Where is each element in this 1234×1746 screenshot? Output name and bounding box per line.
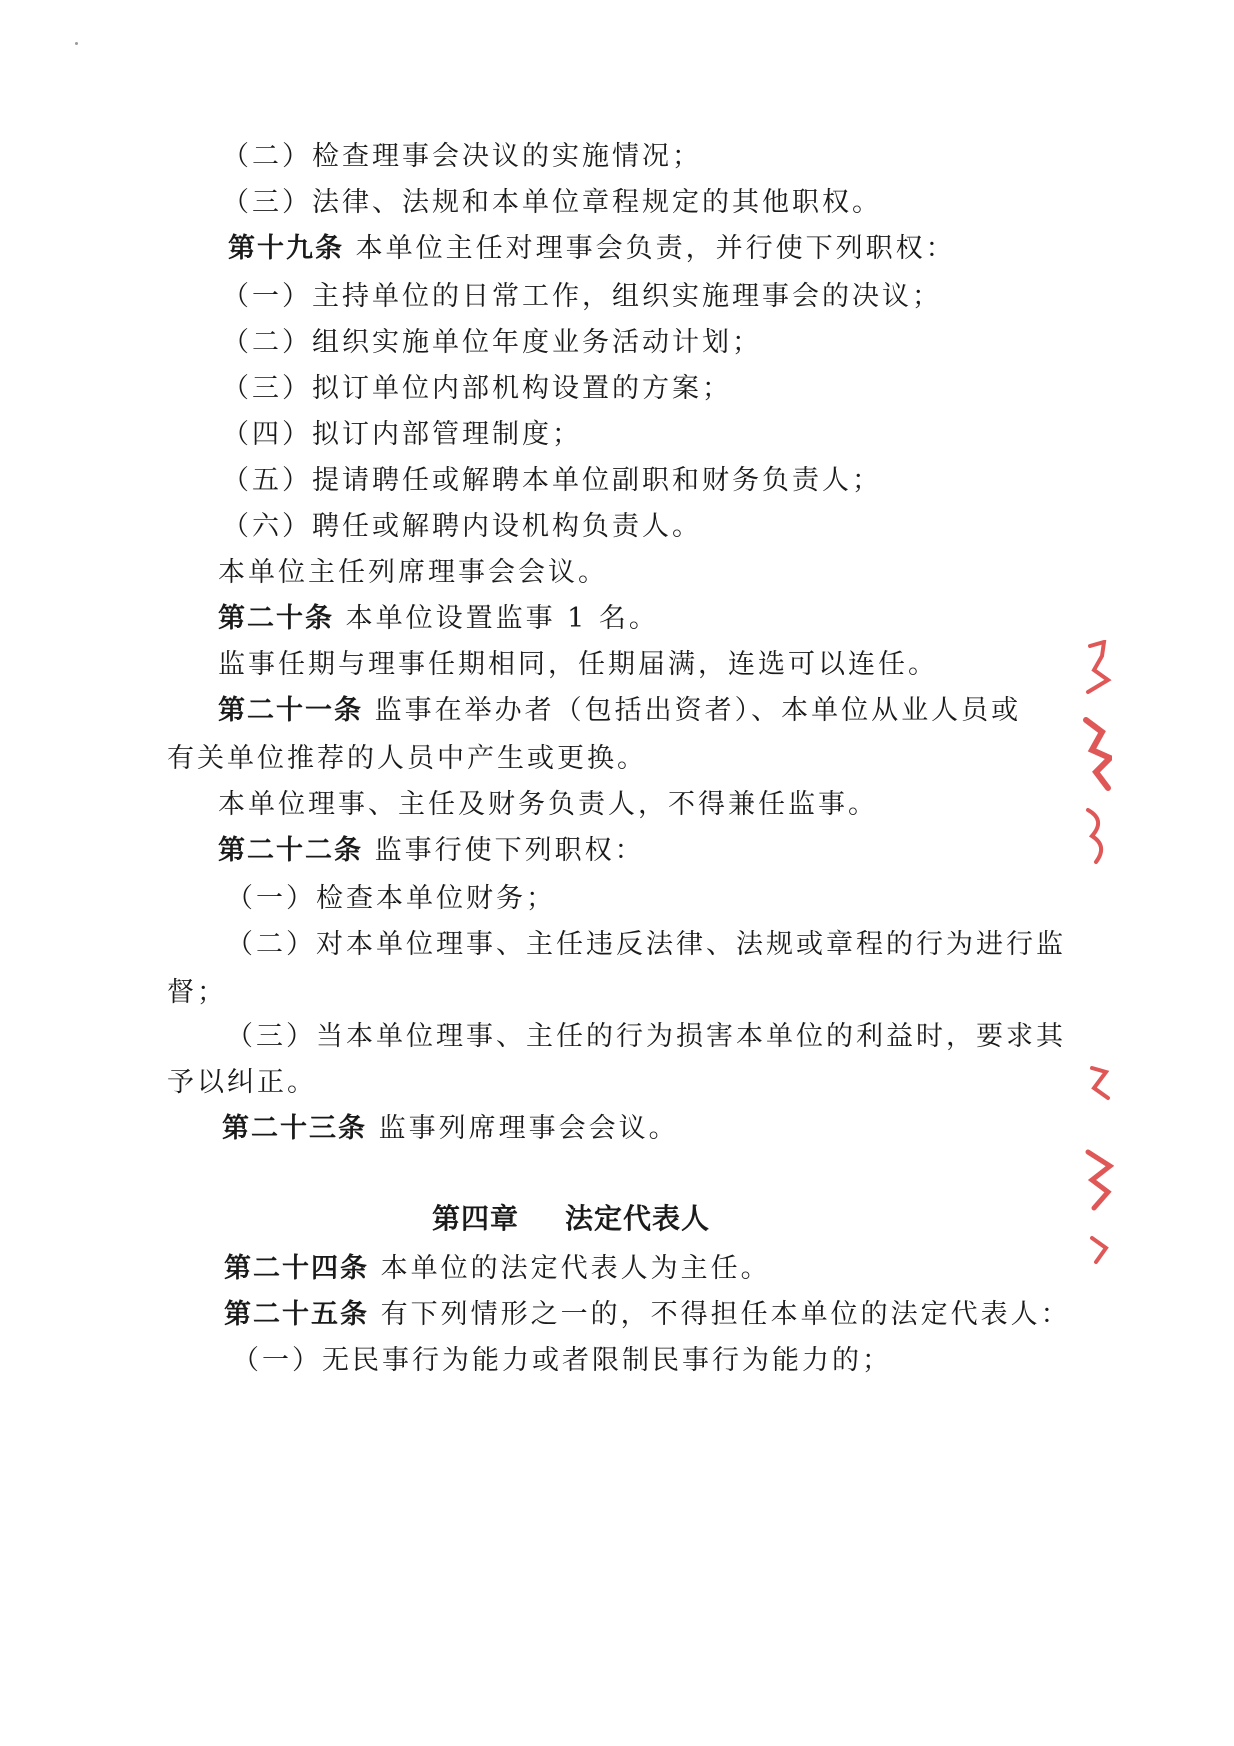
text-line bbox=[222, 418, 582, 452]
line-text: （三）法律、法规和本单位章程规定的其他职权。 bbox=[222, 187, 882, 218]
article-heading: 第二十四条 bbox=[224, 1253, 369, 1284]
line-text: 督； bbox=[167, 977, 227, 1008]
seal-fragment-top bbox=[1082, 640, 1112, 870]
line-text: （三）当本单位理事、主任的行为损害本单位的利益时，要求其 bbox=[226, 1021, 1066, 1052]
line-text: （六）聘任或解聘内设机构负责人。 bbox=[222, 511, 702, 542]
line-text: （四）拟订内部管理制度； bbox=[222, 419, 582, 450]
article-text: 本单位设置监事 1 名。 bbox=[345, 603, 659, 634]
article-text: 监事行使下列职权： bbox=[374, 835, 645, 866]
text-line bbox=[222, 464, 882, 498]
text-line bbox=[167, 1066, 317, 1100]
chapter-title: 法定代表人 bbox=[565, 1202, 711, 1235]
text-line bbox=[218, 648, 938, 682]
text-line bbox=[222, 510, 702, 544]
text-line bbox=[226, 1020, 1066, 1054]
line-text: （二）检查理事会决议的实施情况； bbox=[222, 141, 702, 172]
text-line bbox=[232, 1344, 892, 1378]
scan-speck bbox=[75, 42, 78, 45]
text-line bbox=[167, 976, 227, 1010]
article-line bbox=[218, 602, 659, 636]
article-text: 监事在举办者（包括出资者）、本单位从业人员或 bbox=[374, 695, 1022, 726]
article-heading: 第二十条 bbox=[218, 603, 334, 634]
line-text: 予以纠正。 bbox=[167, 1067, 317, 1098]
line-text: （一）主持单位的日常工作，组织实施理事会的决议； bbox=[222, 281, 942, 312]
text-line bbox=[222, 186, 882, 220]
line-text: 监事任期与理事任期相同，任期届满，连选可以连任。 bbox=[218, 649, 938, 680]
article-text: 监事列席理事会会议。 bbox=[378, 1113, 679, 1144]
article-line bbox=[218, 694, 1021, 728]
line-text: （五）提请聘任或解聘本单位副职和财务负责人； bbox=[222, 465, 882, 496]
line-text: 本单位理事、主任及财务负责人，不得兼任监事。 bbox=[218, 789, 878, 820]
text-line bbox=[167, 742, 647, 776]
line-text: （一）检查本单位财务； bbox=[226, 883, 556, 914]
text-line bbox=[218, 788, 878, 822]
article-text: 本单位的法定代表人为主任。 bbox=[380, 1253, 771, 1284]
article-heading: 第二十三条 bbox=[222, 1113, 367, 1144]
article-heading: 第二十五条 bbox=[224, 1299, 369, 1330]
text-line bbox=[222, 280, 942, 314]
line-text: 本单位主任列席理事会会议。 bbox=[218, 557, 608, 588]
chapter-number: 第四章 bbox=[432, 1202, 520, 1235]
text-line bbox=[222, 140, 702, 174]
article-line bbox=[228, 232, 956, 266]
text-line bbox=[218, 556, 608, 590]
article-heading: 第十九条 bbox=[228, 233, 344, 264]
article-line bbox=[222, 1112, 679, 1146]
article-heading: 第二十二条 bbox=[218, 835, 363, 866]
article-heading: 第二十一条 bbox=[218, 695, 363, 726]
line-text: （三）拟订单位内部机构设置的方案； bbox=[222, 373, 732, 404]
chapter-heading bbox=[432, 1201, 710, 1237]
text-line bbox=[226, 928, 1066, 962]
text-line bbox=[222, 372, 732, 406]
text-line bbox=[222, 326, 762, 360]
article-line bbox=[224, 1252, 771, 1286]
article-line bbox=[224, 1298, 1071, 1332]
line-text: （二）组织实施单位年度业务活动计划； bbox=[222, 327, 762, 358]
article-line bbox=[218, 834, 645, 868]
line-text: （二）对本单位理事、主任违反法律、法规或章程的行为进行监 bbox=[226, 929, 1066, 960]
line-text: 有关单位推荐的人员中产生或更换。 bbox=[167, 743, 647, 774]
article-text: 有下列情形之一的，不得担任本单位的法定代表人： bbox=[380, 1299, 1071, 1330]
article-text: 本单位主任对理事会负责，并行使下列职权： bbox=[355, 233, 956, 264]
text-line bbox=[226, 882, 556, 916]
line-text: （一）无民事行为能力或者限制民事行为能力的； bbox=[232, 1345, 892, 1376]
seal-fragment-bottom bbox=[1084, 1062, 1114, 1272]
